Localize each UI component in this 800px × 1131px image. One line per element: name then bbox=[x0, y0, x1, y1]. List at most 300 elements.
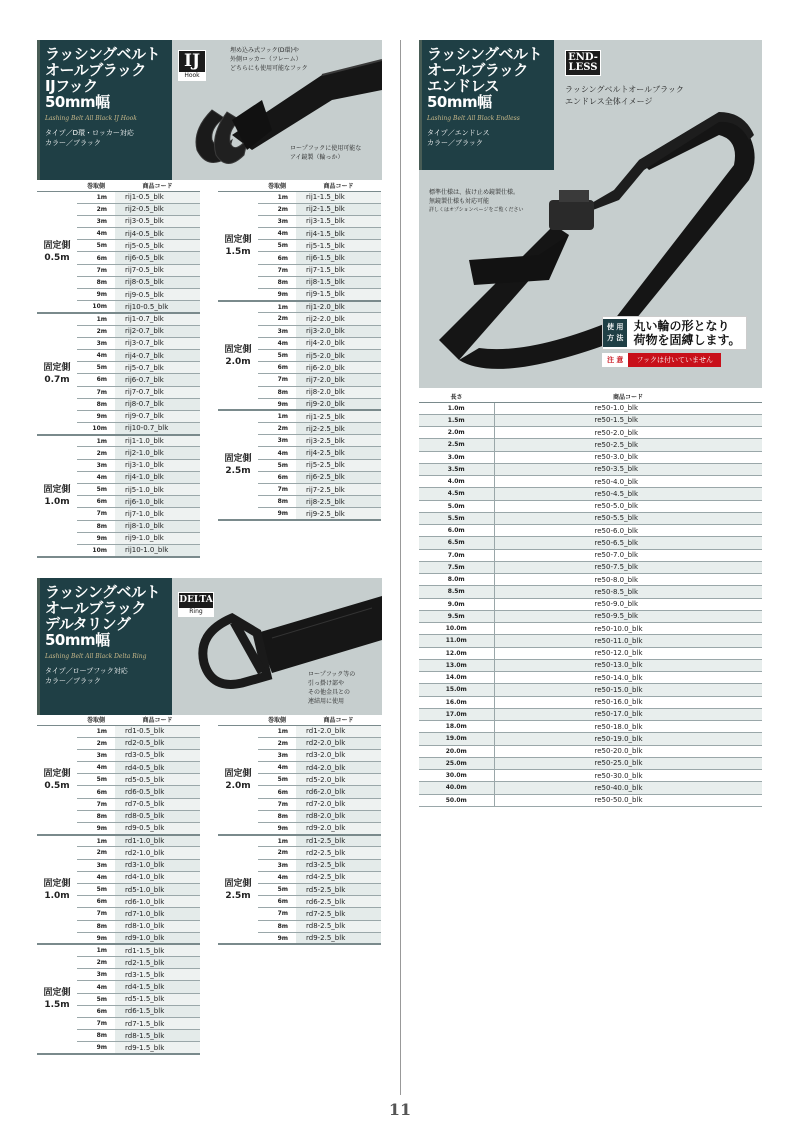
table-row bbox=[419, 549, 762, 561]
length-cell: 6m bbox=[258, 362, 296, 374]
product-code-cell: rd1-2.5_blk bbox=[296, 835, 381, 847]
length-cell: 7m bbox=[77, 798, 115, 810]
product-code-cell: rij10-0.7_blk bbox=[115, 423, 200, 435]
length-cell: 6m bbox=[77, 496, 115, 508]
product-code-cell: rd1-0.5_blk bbox=[115, 725, 200, 737]
product-code-cell: re50-17.0_blk bbox=[494, 708, 762, 720]
table-row bbox=[419, 512, 762, 524]
product-code-cell: rij10-0.5_blk bbox=[115, 301, 200, 313]
product-code-cell: rd5-0.5_blk bbox=[115, 774, 200, 786]
length-cell: 50.0m bbox=[419, 794, 494, 806]
group-header bbox=[37, 715, 77, 725]
badge-sub: Ring bbox=[179, 608, 213, 616]
product-code-cell: re50-8.5_blk bbox=[494, 586, 762, 598]
fixed-side-label: 固定側 2.5m bbox=[218, 410, 258, 520]
product-code-cell: rd7-1.0_blk bbox=[115, 908, 200, 920]
product-code-cell: rij1-1.5_blk bbox=[296, 191, 381, 203]
table-row bbox=[419, 659, 762, 671]
length-header: 巻取側 bbox=[77, 181, 115, 191]
length-cell: 4m bbox=[77, 228, 115, 240]
length-cell: 4m bbox=[77, 349, 115, 361]
product-code-cell: rij4-0.5_blk bbox=[115, 228, 200, 240]
table-row bbox=[419, 623, 762, 635]
delta-ring-banner bbox=[37, 578, 382, 715]
product-code-cell: rd5-2.0_blk bbox=[296, 774, 381, 786]
badge-label: LESS bbox=[568, 62, 598, 73]
length-cell: 9m bbox=[77, 410, 115, 422]
group-header bbox=[37, 181, 77, 191]
table-row bbox=[218, 835, 381, 847]
table-row bbox=[218, 301, 381, 313]
product-code-cell: re50-7.0_blk bbox=[494, 549, 762, 561]
length-header: 長さ bbox=[419, 391, 494, 402]
table-row bbox=[37, 313, 200, 325]
fixed-side-label: 固定側 2.0m bbox=[218, 301, 258, 411]
product-title-line: 50mm幅 bbox=[45, 631, 110, 649]
product-code-cell: rd3-0.5_blk bbox=[115, 749, 200, 761]
product-code-cell: rd9-1.5_blk bbox=[115, 1042, 200, 1054]
length-cell: 20.0m bbox=[419, 745, 494, 757]
length-cell: 2m bbox=[258, 737, 296, 749]
badge-sub: Hook bbox=[179, 72, 205, 80]
product-code-cell: re50-1.0_blk bbox=[494, 402, 762, 414]
product-code-cell: rd6-2.5_blk bbox=[296, 896, 381, 908]
length-cell: 6m bbox=[77, 252, 115, 264]
length-cell: 9m bbox=[258, 289, 296, 301]
center-divider bbox=[400, 40, 401, 1095]
note-line: 引っ掛け部や bbox=[308, 680, 345, 687]
product-code-cell: re50-13.0_blk bbox=[494, 659, 762, 671]
product-subtitle: Lashing Belt All Black IJ Hook bbox=[45, 115, 137, 122]
length-cell: 1m bbox=[77, 435, 115, 447]
length-cell: 3m bbox=[258, 215, 296, 227]
length-cell: 13.0m bbox=[419, 659, 494, 671]
product-code-cell: rij9-1.5_blk bbox=[296, 289, 381, 301]
table-header bbox=[37, 715, 200, 725]
length-cell: 6m bbox=[77, 786, 115, 798]
product-code-cell: re50-15.0_blk bbox=[494, 684, 762, 696]
product-title-line: オールブラック bbox=[427, 61, 528, 79]
table-row bbox=[419, 782, 762, 794]
table-body bbox=[218, 191, 381, 520]
product-code-cell: rd6-0.5_blk bbox=[115, 786, 200, 798]
note-line: その他金具との bbox=[308, 689, 351, 696]
caption-line: エンドレス全体イメージ bbox=[565, 97, 653, 106]
note-line: 詳しくはオプションページをご覧ください bbox=[429, 207, 524, 213]
code-header: 商品コード bbox=[494, 391, 762, 402]
product-code-cell: rij1-0.5_blk bbox=[115, 191, 200, 203]
endless-badge bbox=[565, 50, 601, 76]
length-cell: 1m bbox=[77, 944, 115, 956]
table-row bbox=[37, 435, 200, 447]
product-code-cell: rd5-1.0_blk bbox=[115, 883, 200, 895]
table-row bbox=[419, 794, 762, 806]
fixed-side-label: 固定側 0.7m bbox=[37, 313, 77, 435]
length-header: 巻取側 bbox=[258, 181, 296, 191]
product-code-cell: rd2-1.0_blk bbox=[115, 847, 200, 859]
length-cell: 1.0m bbox=[419, 402, 494, 414]
product-code-cell: rd9-2.0_blk bbox=[296, 823, 381, 835]
length-cell: 6.5m bbox=[419, 537, 494, 549]
length-cell: 9m bbox=[77, 289, 115, 301]
header-row bbox=[218, 715, 381, 725]
table-row bbox=[419, 537, 762, 549]
length-cell: 3m bbox=[77, 859, 115, 871]
code-header: 商品コード bbox=[115, 715, 200, 725]
type-text: タイプ／エンドレス bbox=[427, 129, 490, 137]
length-cell: 8m bbox=[258, 496, 296, 508]
length-cell: 8m bbox=[258, 920, 296, 932]
length-cell: 11.0m bbox=[419, 635, 494, 647]
length-cell: 8m bbox=[77, 398, 115, 410]
product-code-cell: rd3-1.0_blk bbox=[115, 859, 200, 871]
length-cell: 7m bbox=[258, 484, 296, 496]
length-cell: 8m bbox=[258, 386, 296, 398]
usage-text bbox=[627, 317, 746, 349]
product-code-cell: rij9-2.5_blk bbox=[296, 508, 381, 520]
table-header bbox=[218, 181, 381, 191]
product-code-cell: rd9-2.5_blk bbox=[296, 932, 381, 944]
product-code-cell: rd2-1.5_blk bbox=[115, 957, 200, 969]
product-code-cell: rij10-1.0_blk bbox=[115, 544, 200, 556]
color-text: カラー／ブラック bbox=[45, 139, 101, 147]
length-cell: 1m bbox=[258, 191, 296, 203]
product-code-cell: rij4-1.0_blk bbox=[115, 471, 200, 483]
endless-banner bbox=[419, 40, 762, 388]
table-row bbox=[419, 427, 762, 439]
length-cell: 3.0m bbox=[419, 451, 494, 463]
product-code-cell: re50-3.0_blk bbox=[494, 451, 762, 463]
length-cell: 7m bbox=[77, 908, 115, 920]
product-code-cell: rij9-2.0_blk bbox=[296, 398, 381, 410]
product-code-cell: rd4-1.5_blk bbox=[115, 981, 200, 993]
product-code-cell: re50-18.0_blk bbox=[494, 721, 762, 733]
product-code-cell: re50-20.0_blk bbox=[494, 745, 762, 757]
product-title-line: ラッシングベルト bbox=[45, 45, 161, 63]
fixed-side-label: 固定側 1.5m bbox=[37, 944, 77, 1054]
length-header: 巻取側 bbox=[258, 715, 296, 725]
note-line: アイ鏡製（輪っか） bbox=[290, 154, 344, 161]
product-code-cell: rd6-2.0_blk bbox=[296, 786, 381, 798]
product-code-cell: rij4-0.7_blk bbox=[115, 349, 200, 361]
product-code-cell: rd3-2.0_blk bbox=[296, 749, 381, 761]
product-code-cell: re50-12.0_blk bbox=[494, 647, 762, 659]
table-row bbox=[419, 684, 762, 696]
product-code-cell: rij5-2.5_blk bbox=[296, 459, 381, 471]
table-row bbox=[218, 725, 381, 737]
length-cell: 9m bbox=[258, 398, 296, 410]
type-text: タイプ／D環・ロッカー対応 bbox=[45, 129, 134, 137]
length-cell: 8m bbox=[77, 810, 115, 822]
length-cell: 8m bbox=[77, 276, 115, 288]
product-code-cell: rij2-1.5_blk bbox=[296, 203, 381, 215]
product-code-cell: rd6-1.0_blk bbox=[115, 896, 200, 908]
length-cell: 6m bbox=[77, 1005, 115, 1017]
fixed-side-label: 固定側 1.5m bbox=[218, 191, 258, 301]
product-code-cell: rij5-2.0_blk bbox=[296, 349, 381, 361]
product-code-cell: rij4-1.5_blk bbox=[296, 228, 381, 240]
table-row bbox=[419, 451, 762, 463]
product-code-cell: rd7-1.5_blk bbox=[115, 1018, 200, 1030]
length-cell: 6.0m bbox=[419, 525, 494, 537]
product-code-cell: rij2-1.0_blk bbox=[115, 447, 200, 459]
code-header: 商品コード bbox=[296, 715, 381, 725]
length-cell: 4m bbox=[77, 471, 115, 483]
table-row bbox=[419, 696, 762, 708]
length-cell: 5m bbox=[258, 240, 296, 252]
table-header bbox=[419, 391, 762, 402]
table-body bbox=[37, 191, 200, 557]
product-title-line: オールブラック bbox=[45, 61, 146, 79]
product-code-cell: rij1-2.5_blk bbox=[296, 410, 381, 422]
type-text: タイプ／ロープフック対応 bbox=[45, 667, 128, 675]
product-code-cell: rij7-1.5_blk bbox=[296, 264, 381, 276]
hook-note-bottom bbox=[290, 144, 361, 162]
product-code-cell: rd1-2.0_blk bbox=[296, 725, 381, 737]
length-cell: 7m bbox=[77, 1018, 115, 1030]
length-cell: 15.0m bbox=[419, 684, 494, 696]
table-row bbox=[218, 191, 381, 203]
table-header bbox=[218, 715, 381, 725]
length-cell: 4.0m bbox=[419, 476, 494, 488]
product-code-cell: rij6-2.0_blk bbox=[296, 362, 381, 374]
product-code-cell: re50-9.5_blk bbox=[494, 610, 762, 622]
product-code-cell: rij3-2.0_blk bbox=[296, 325, 381, 337]
length-cell: 1.5m bbox=[419, 414, 494, 426]
product-code-cell: rij6-0.7_blk bbox=[115, 374, 200, 386]
product-code-cell: re50-3.5_blk bbox=[494, 463, 762, 475]
table-header bbox=[37, 181, 200, 191]
product-code-cell: rd8-0.5_blk bbox=[115, 810, 200, 822]
group-header bbox=[218, 181, 258, 191]
length-cell: 2m bbox=[77, 737, 115, 749]
product-code-cell: rij5-1.0_blk bbox=[115, 484, 200, 496]
badge-label: IJ bbox=[184, 51, 200, 71]
length-cell: 6m bbox=[258, 252, 296, 264]
length-cell: 2m bbox=[77, 325, 115, 337]
product-title-line: IJフック bbox=[45, 77, 98, 95]
length-cell: 3.5m bbox=[419, 463, 494, 475]
product-code-cell: rd5-2.5_blk bbox=[296, 883, 381, 895]
product-code-cell: rij1-0.7_blk bbox=[115, 313, 200, 325]
length-cell: 12.0m bbox=[419, 647, 494, 659]
table-row bbox=[419, 672, 762, 684]
length-cell: 4m bbox=[258, 447, 296, 459]
length-cell: 5m bbox=[77, 240, 115, 252]
length-cell: 6m bbox=[258, 786, 296, 798]
table-row bbox=[419, 647, 762, 659]
table-row bbox=[419, 439, 762, 451]
product-title-line: ラッシングベルト bbox=[45, 583, 161, 601]
spec-note bbox=[429, 188, 523, 215]
ij-table-left bbox=[37, 181, 200, 558]
length-cell: 1m bbox=[258, 410, 296, 422]
product-meta bbox=[45, 128, 164, 148]
length-cell: 10m bbox=[77, 301, 115, 313]
length-cell: 5m bbox=[77, 484, 115, 496]
ij-hook-banner bbox=[37, 40, 382, 180]
code-header: 商品コード bbox=[296, 181, 381, 191]
table-row bbox=[419, 574, 762, 586]
length-cell: 6m bbox=[77, 374, 115, 386]
length-cell: 5m bbox=[258, 883, 296, 895]
fixed-side-label: 固定側 2.5m bbox=[218, 835, 258, 945]
product-subtitle: Lashing Belt All Black Endless bbox=[427, 115, 520, 122]
product-code-cell: rij3-2.5_blk bbox=[296, 435, 381, 447]
product-code-cell: rij7-2.0_blk bbox=[296, 374, 381, 386]
product-code-cell: rd3-2.5_blk bbox=[296, 859, 381, 871]
length-cell: 2m bbox=[77, 447, 115, 459]
table-row bbox=[419, 708, 762, 720]
length-cell: 9m bbox=[258, 932, 296, 944]
length-cell: 4m bbox=[258, 337, 296, 349]
product-code-cell: re50-4.5_blk bbox=[494, 488, 762, 500]
group-header bbox=[218, 715, 258, 725]
product-code-cell: rij6-1.0_blk bbox=[115, 496, 200, 508]
table-row bbox=[419, 610, 762, 622]
length-cell: 6m bbox=[258, 896, 296, 908]
product-code-cell: rd9-0.5_blk bbox=[115, 823, 200, 835]
product-code-cell: rij2-0.7_blk bbox=[115, 325, 200, 337]
length-cell: 3m bbox=[258, 435, 296, 447]
length-cell: 5m bbox=[258, 349, 296, 361]
table-row bbox=[419, 402, 762, 414]
fixed-side-label: 固定側 0.5m bbox=[37, 191, 77, 313]
length-cell: 3m bbox=[77, 749, 115, 761]
product-code-cell: rij8-2.5_blk bbox=[296, 496, 381, 508]
product-code-cell: re50-2.0_blk bbox=[494, 427, 762, 439]
length-cell: 5m bbox=[258, 459, 296, 471]
product-code-cell: rij9-1.0_blk bbox=[115, 532, 200, 544]
table-row bbox=[419, 561, 762, 573]
usage-label-line: 使 用 bbox=[607, 323, 624, 331]
product-code-cell: rd8-1.0_blk bbox=[115, 920, 200, 932]
length-cell: 3m bbox=[77, 337, 115, 349]
product-code-cell: re50-19.0_blk bbox=[494, 733, 762, 745]
length-cell: 2m bbox=[77, 203, 115, 215]
table-row bbox=[419, 635, 762, 647]
product-code-cell: rij3-1.5_blk bbox=[296, 215, 381, 227]
product-code-cell: rij3-0.7_blk bbox=[115, 337, 200, 349]
header-row bbox=[37, 715, 200, 725]
usage-label-line: 方 法 bbox=[607, 334, 624, 342]
note-line: 標準仕様は、抜け止め鏡製仕様。 bbox=[429, 189, 520, 196]
color-text: カラー／ブラック bbox=[427, 139, 483, 147]
length-cell: 9m bbox=[77, 1042, 115, 1054]
product-code-cell: rij1-2.0_blk bbox=[296, 301, 381, 313]
product-meta bbox=[45, 666, 164, 686]
ij-title-box bbox=[37, 40, 172, 180]
length-cell: 5m bbox=[77, 774, 115, 786]
product-code-cell: rd4-0.5_blk bbox=[115, 762, 200, 774]
length-cell: 2m bbox=[258, 847, 296, 859]
caption-line: ラッシングベルトオールブラック bbox=[565, 85, 684, 94]
ring-note bbox=[308, 670, 355, 706]
note-line: ロープフックに使用可能な bbox=[290, 145, 362, 152]
table-row bbox=[419, 488, 762, 500]
product-code-cell: rd4-2.0_blk bbox=[296, 762, 381, 774]
length-cell: 7.5m bbox=[419, 561, 494, 573]
product-code-cell: re50-5.0_blk bbox=[494, 500, 762, 512]
length-cell: 7m bbox=[258, 798, 296, 810]
product-code-cell: rd3-1.5_blk bbox=[115, 969, 200, 981]
note-line: 埋め込み式フック(D環)や bbox=[230, 47, 299, 54]
length-cell: 30.0m bbox=[419, 770, 494, 782]
length-cell: 3m bbox=[258, 325, 296, 337]
warning bbox=[602, 353, 747, 367]
fixed-side-label: 固定側 1.0m bbox=[37, 435, 77, 557]
length-cell: 5m bbox=[258, 774, 296, 786]
table-row bbox=[37, 944, 200, 956]
length-cell: 9m bbox=[77, 532, 115, 544]
usage-box bbox=[602, 316, 747, 350]
length-cell: 25.0m bbox=[419, 757, 494, 769]
product-code-cell: rd4-2.5_blk bbox=[296, 871, 381, 883]
length-cell: 4m bbox=[258, 228, 296, 240]
product-code-cell: rd8-1.5_blk bbox=[115, 1030, 200, 1042]
length-cell: 10m bbox=[77, 544, 115, 556]
table-row bbox=[419, 500, 762, 512]
warning-text: フックは付いていません bbox=[628, 353, 721, 367]
length-cell: 1m bbox=[258, 725, 296, 737]
header-row bbox=[419, 391, 762, 402]
table-row bbox=[419, 745, 762, 757]
length-header: 巻取側 bbox=[77, 715, 115, 725]
page-number: 11 bbox=[388, 1100, 412, 1119]
length-cell: 6m bbox=[77, 896, 115, 908]
length-cell: 3m bbox=[77, 969, 115, 981]
length-cell: 7m bbox=[258, 374, 296, 386]
length-cell: 8m bbox=[258, 276, 296, 288]
product-code-cell: rij5-0.5_blk bbox=[115, 240, 200, 252]
length-cell: 9m bbox=[258, 823, 296, 835]
product-code-cell: re50-2.5_blk bbox=[494, 439, 762, 451]
length-cell: 2.0m bbox=[419, 427, 494, 439]
length-cell: 2m bbox=[77, 847, 115, 859]
product-code-cell: rij8-0.5_blk bbox=[115, 276, 200, 288]
product-code-cell: rij6-1.5_blk bbox=[296, 252, 381, 264]
product-code-cell: rd4-1.0_blk bbox=[115, 871, 200, 883]
product-subtitle: Lashing Belt All Black Delta Ring bbox=[45, 653, 147, 660]
product-code-cell: rij6-0.5_blk bbox=[115, 252, 200, 264]
usage-label bbox=[603, 319, 627, 347]
hook-note-top bbox=[230, 46, 308, 73]
product-code-cell: rd2-0.5_blk bbox=[115, 737, 200, 749]
product-code-cell: rd7-0.5_blk bbox=[115, 798, 200, 810]
table-row bbox=[218, 410, 381, 422]
fixed-side-label: 固定側 2.0m bbox=[218, 725, 258, 835]
length-cell: 3m bbox=[77, 215, 115, 227]
length-cell: 10m bbox=[77, 423, 115, 435]
product-code-cell: rd2-2.5_blk bbox=[296, 847, 381, 859]
product-code-cell: re50-9.0_blk bbox=[494, 598, 762, 610]
product-title-line: 50mm幅 bbox=[45, 93, 110, 111]
length-cell: 1m bbox=[77, 191, 115, 203]
product-code-cell: rij5-1.5_blk bbox=[296, 240, 381, 252]
length-cell: 7m bbox=[77, 508, 115, 520]
ij-hook-photo bbox=[172, 40, 382, 180]
product-code-cell: re50-30.0_blk bbox=[494, 770, 762, 782]
product-code-cell: re50-10.0_blk bbox=[494, 623, 762, 635]
table-body bbox=[37, 725, 200, 1054]
note-line: 連結用に使用 bbox=[308, 698, 345, 705]
product-code-cell: rij4-2.0_blk bbox=[296, 337, 381, 349]
length-cell: 1m bbox=[258, 835, 296, 847]
length-cell: 7m bbox=[77, 386, 115, 398]
length-cell: 8.5m bbox=[419, 586, 494, 598]
length-cell: 14.0m bbox=[419, 672, 494, 684]
table-row bbox=[419, 476, 762, 488]
